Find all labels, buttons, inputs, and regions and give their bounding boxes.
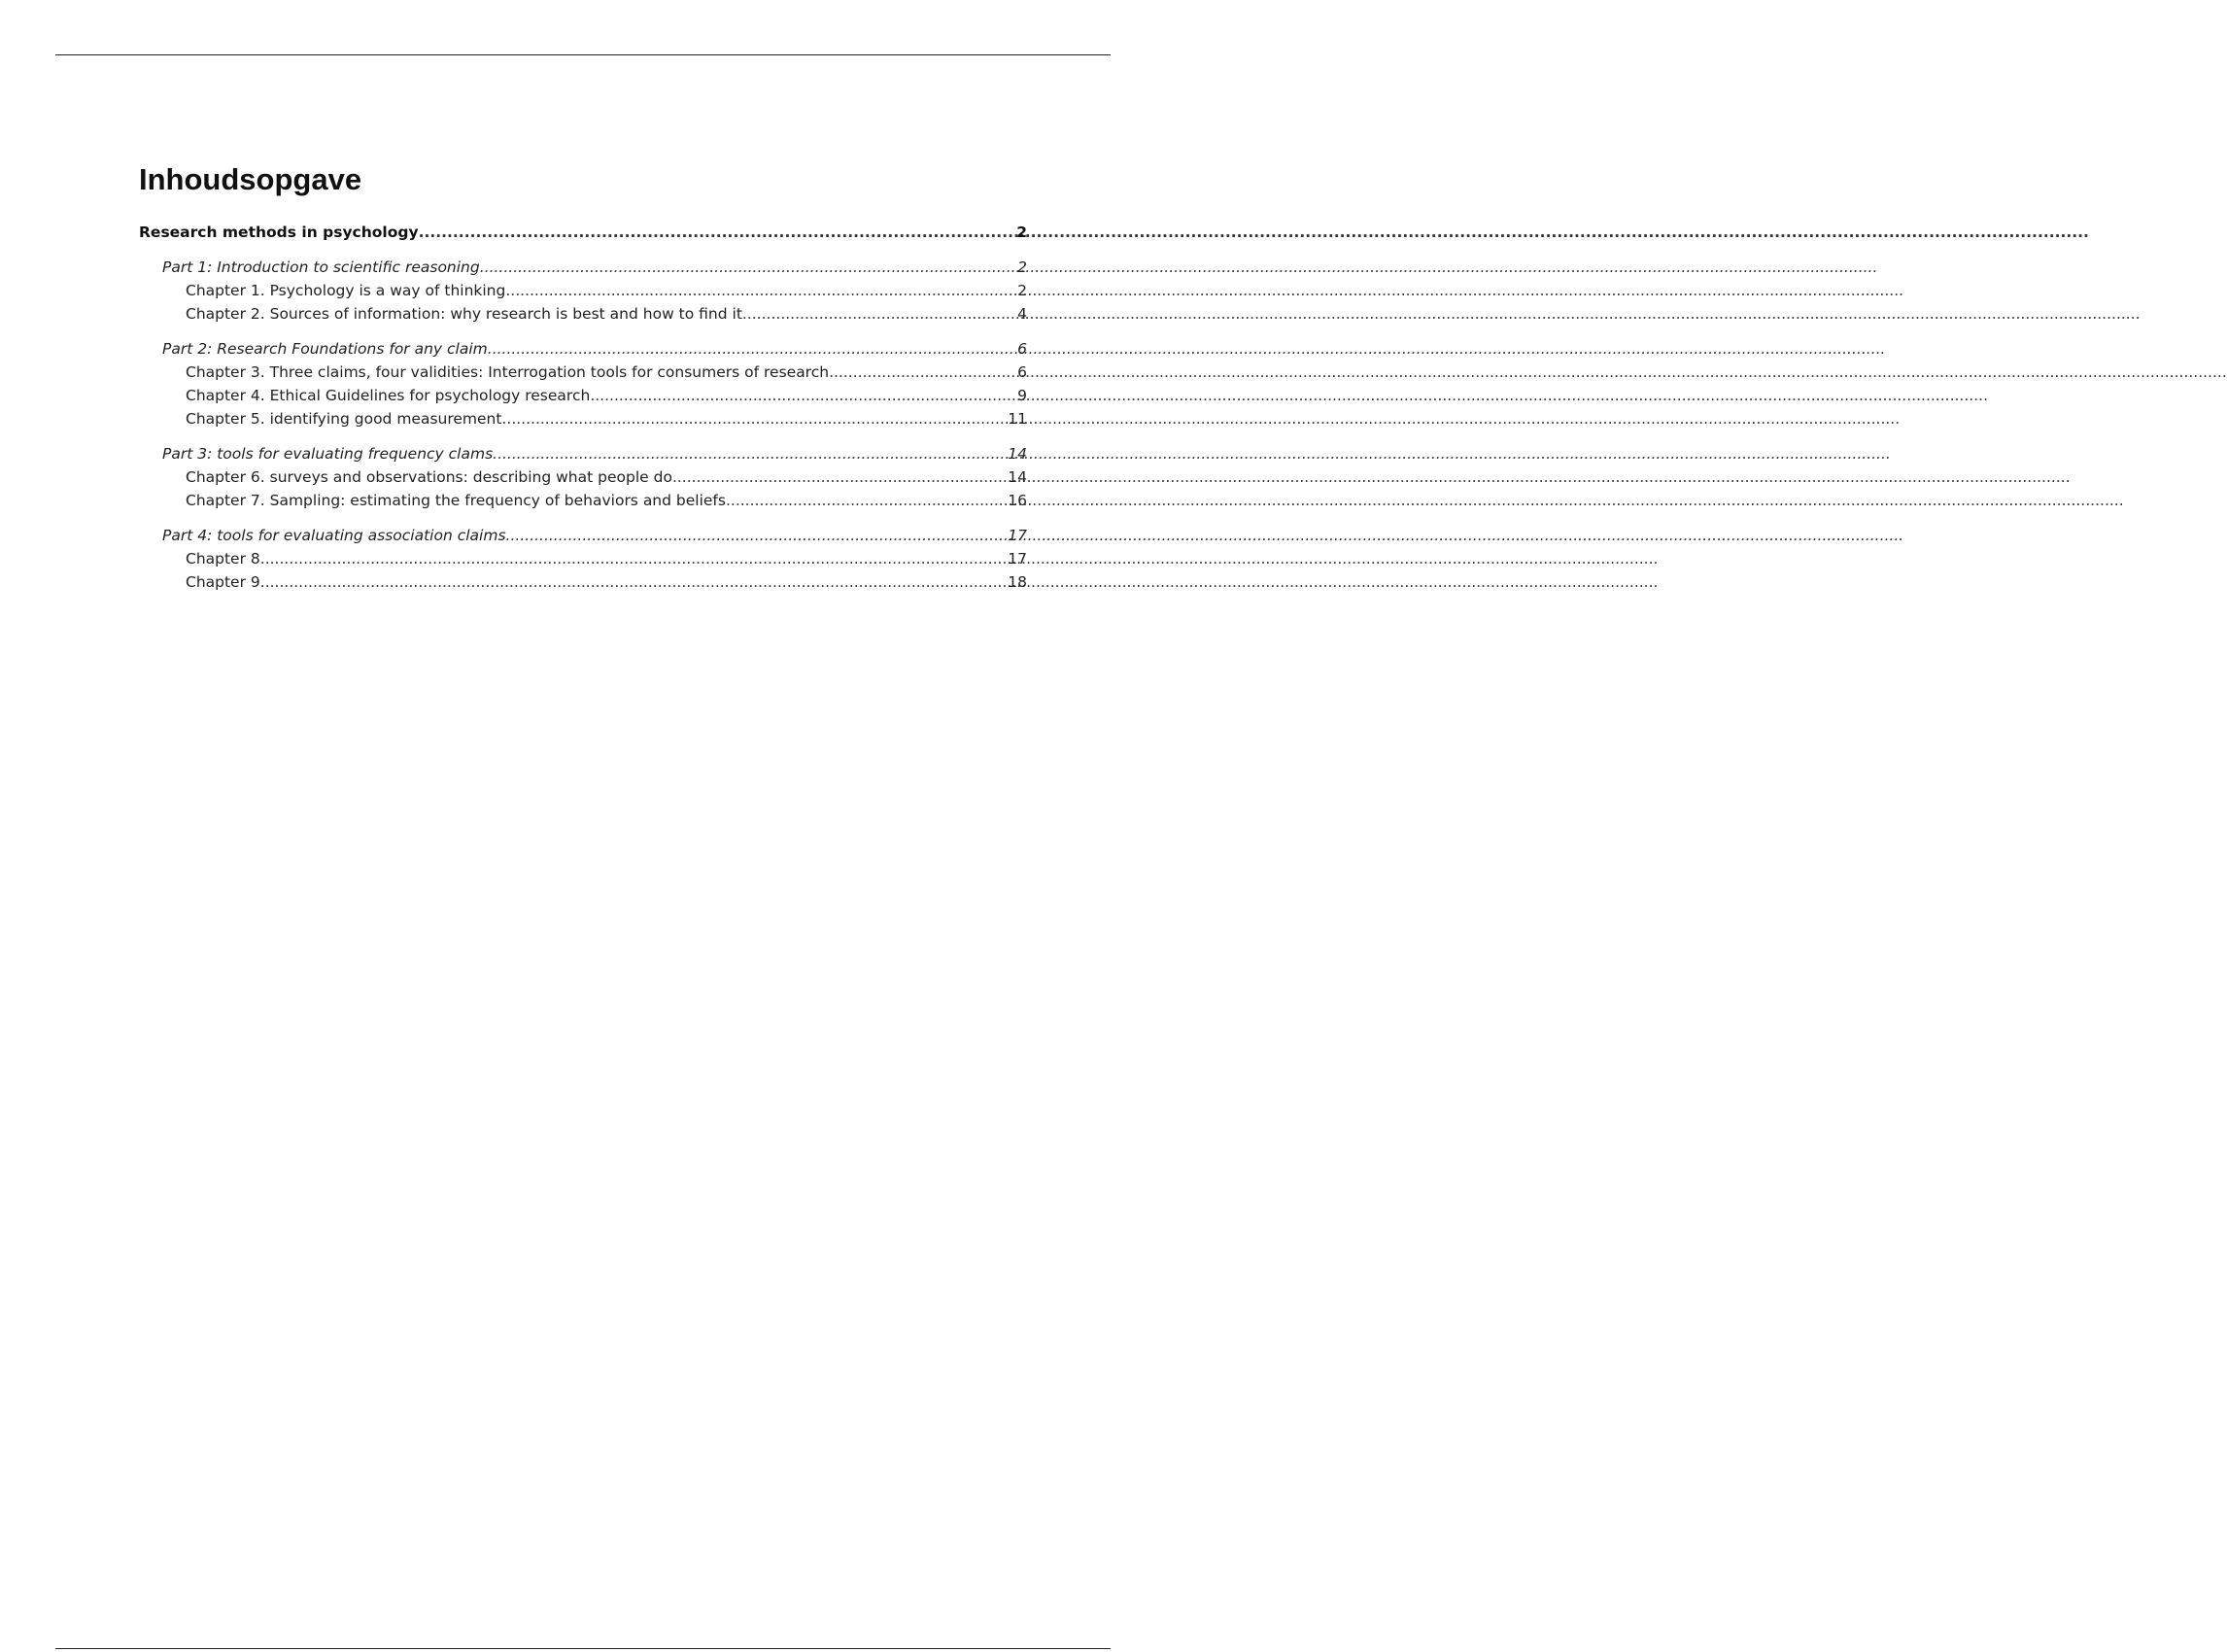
toc-entry-label: Chapter 1. Psychology is a way of thinking	[186, 282, 506, 299]
toc-entry-page: 9	[1017, 387, 1027, 404]
toc-entry-part-4[interactable]	[139, 524, 1027, 547]
toc-leader-dots	[260, 547, 1008, 570]
toc-entry-page: 18	[1008, 573, 1027, 591]
toc-entry-chapter-7[interactable]	[139, 489, 1027, 512]
toc-leader-dots	[829, 361, 1016, 384]
toc-entry-page: 6	[1017, 340, 1027, 358]
toc-entry-label: Research methods in psychology	[139, 224, 419, 241]
toc-entry-page: 2	[1016, 224, 1027, 241]
toc-entry-label: Chapter 9	[186, 573, 260, 591]
toc-entry-label: Part 4: tools for evaluating association claims	[162, 527, 506, 544]
toc-title: Inhoudsopgave	[139, 162, 362, 196]
toc-entry-chapter-4[interactable]	[139, 384, 1027, 407]
toc-entry-label: Part 3: tools for evaluating frequency clams	[162, 445, 494, 463]
toc-entry-chapter-8[interactable]	[139, 547, 1027, 570]
toc-leader-dots	[501, 407, 1007, 430]
toc-entry-label: Part 1: Introduction to scientific reasoning	[162, 258, 480, 276]
toc-entry-page: 14	[1008, 445, 1027, 463]
toc-entry-page: 17	[1008, 550, 1027, 568]
toc-leader-dots	[260, 570, 1008, 594]
toc-entry-label: Chapter 6. surveys and observations: describing what people do	[186, 468, 672, 486]
table-of-contents	[139, 160, 1027, 594]
toc-entry-part-1[interactable]	[139, 256, 1027, 279]
toc-entry-page: 6	[1017, 363, 1027, 381]
toc-leader-dots	[488, 337, 1016, 361]
toc-entry-part-2[interactable]	[139, 337, 1027, 361]
toc-entry-page: 14	[1008, 468, 1027, 486]
footer-rule	[55, 1648, 1111, 1649]
toc-entry-page: 2	[1017, 258, 1027, 276]
toc-leader-dots	[506, 524, 1008, 547]
toc-entry-part-3[interactable]	[139, 442, 1027, 465]
toc-entry-label: Chapter 4. Ethical Guidelines for psychology research	[186, 387, 591, 404]
toc-entry-label: Part 2: Research Foundations for any claim	[162, 340, 488, 358]
header-rule	[55, 54, 1111, 55]
toc-entry-page: 16	[1008, 492, 1027, 509]
toc-entry-label: Chapter 3. Three claims, four validities: Interrogation tools for consumers of research	[186, 363, 830, 381]
toc-entry-chapter-1[interactable]	[139, 279, 1027, 302]
toc-entry-label: Chapter 7. Sampling: estimating the frequency of behaviors and beliefs	[186, 492, 726, 509]
toc-entry-page: 4	[1017, 305, 1027, 323]
toc-entry-page: 2	[1017, 282, 1027, 299]
toc-entry-chapter-2[interactable]	[139, 302, 1027, 326]
toc-entry-page: 17	[1008, 527, 1027, 544]
toc-entry-label: Chapter 8	[186, 550, 260, 568]
toc-entry-page: 11	[1008, 410, 1027, 428]
toc-entry-label: Chapter 5. identifying good measurement	[186, 410, 502, 428]
toc-leader-dots	[419, 221, 1016, 244]
toc-entry-chapter-6[interactable]	[139, 465, 1027, 489]
toc-entry-chapter-9[interactable]	[139, 570, 1027, 594]
toc-entry-chapter-3[interactable]	[139, 361, 1027, 384]
toc-entry-label: Chapter 2. Sources of information: why research is best and how to find it	[186, 305, 742, 323]
toc-leader-dots	[493, 442, 1007, 465]
toc-entry-research-methods[interactable]	[139, 221, 1027, 244]
toc-leader-dots	[672, 465, 1007, 489]
toc-leader-dots	[726, 489, 1007, 512]
toc-leader-dots	[505, 279, 1016, 302]
toc-leader-dots	[480, 256, 1016, 279]
toc-leader-dots	[742, 302, 1016, 326]
toc-leader-dots	[590, 384, 1016, 407]
toc-entry-chapter-5[interactable]	[139, 407, 1027, 430]
